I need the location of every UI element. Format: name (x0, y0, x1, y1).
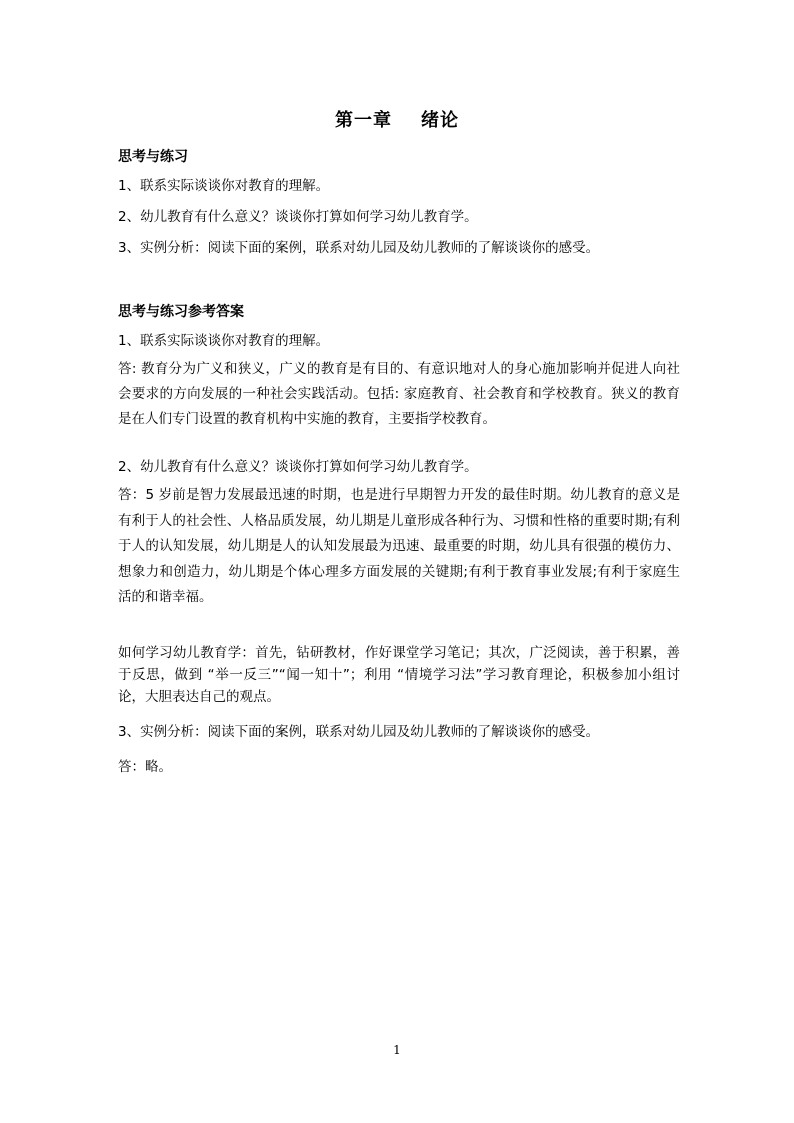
question-item-3: 3、实例分析：阅读下面的案例，联系对幼儿园及幼儿教师的了解谈谈你的感受。 (118, 240, 600, 256)
answer-question-3: 3、实例分析：阅读下面的案例，联系对幼儿园及幼儿教师的了解谈谈你的感受。 (118, 724, 600, 740)
answer-3-paragraph: 答：略。 (118, 759, 172, 775)
answer-2-paragraph: 答：5 岁前是智力发展最迅速的时期，也是进行早期智力开发的最佳时期。幼儿教育的意义是有利于人的社会性、人格品质发展，幼儿期是儿童形成各种行为、习惯和性格的重要时期;有利于人的认知发展，幼儿期是人的认知发展最为迅速、最重要的时期，幼儿具有很强的模仿力、想象力和创造力，幼儿期是个体心理多方面发展的关键期;有利于教育事业发展;有利于家庭生活的和谐幸福。 (118, 487, 680, 605)
answer-question-1: 1、联系实际谈谈你对教育的理解。 (118, 333, 330, 349)
answer-question-2: 2、幼儿教育有什么意义？谈谈你打算如何学习幼儿教育学。 (118, 459, 478, 475)
page-number: 1 (393, 1043, 401, 1057)
question-item-1: 1、联系实际谈谈你对教育的理解。 (118, 178, 330, 194)
answers-heading: 思考与练习参考答案 (118, 304, 244, 320)
chapter-title: 第一章 绪论 (334, 110, 460, 131)
question-item-2: 2、幼儿教育有什么意义？谈谈你打算如何学习幼儿教育学。 (118, 209, 478, 225)
answer-2-study-paragraph: 如何学习幼儿教育学：首先，钻研教材，作好课堂学习笔记；其次，广泛阅读，善于积累，善于反思，做到 “举一反三”“闻一知十”；利用 “情境学习法”学习教育理论，积极参加小组讨论，大胆表达自己的观点。 (118, 645, 680, 705)
questions-heading: 思考与练习 (118, 149, 188, 165)
answer-1-paragraph: 答: 教育分为广义和狭义，广义的教育是有目的、有意识地对人的身心施加影响并促进人向社会要求的方向发展的一种社会实践活动。包括: 家庭教育、社会教育和学校教育。狭义的教育是在人们专门设置的教育机构中实施的教育，主要指学校教育。 (118, 361, 680, 427)
